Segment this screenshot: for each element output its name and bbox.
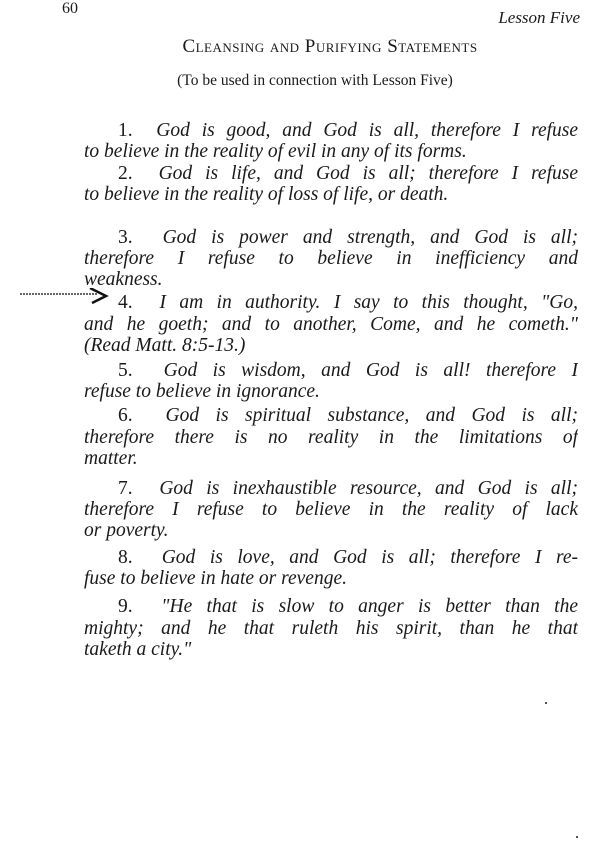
statement-line — [118, 163, 578, 185]
statement-number: 6. — [118, 405, 133, 426]
statement-text: therefore there is no reality in the limitations of — [84, 427, 578, 448]
statement-line — [118, 292, 578, 314]
statement-number: 1. — [118, 120, 133, 141]
statement-line — [84, 448, 138, 470]
statement-text: mighty; and he that ruleth his spirit, than he that — [84, 618, 578, 639]
statement-number: 8. — [118, 547, 133, 568]
statement-number: 9. — [118, 596, 133, 617]
subtitle: (To be used in connection with Lesson Five) — [177, 72, 453, 89]
statement-line — [84, 568, 347, 590]
statement-line — [84, 427, 578, 449]
statement-line — [84, 618, 578, 640]
statement-line — [84, 520, 168, 542]
statement-line — [84, 381, 320, 403]
scan-speck — [576, 836, 578, 838]
statement-line — [118, 120, 578, 142]
statement-text: therefore I refuse to believe in the reality of lack — [84, 499, 578, 520]
statement-line — [118, 227, 578, 249]
statement-text: therefore I refuse to believe in inefficiency and — [84, 248, 578, 269]
statement-text: fuse to believe in hate or revenge. — [84, 568, 347, 589]
statement-text: and he goeth; and to another, Come, and he cometh." — [84, 314, 578, 335]
statement-text: God is inexhaustible resource, and God is all; — [159, 478, 578, 499]
page-title: Cleansing and Purifying Statements — [182, 36, 478, 57]
statement-number: 2. — [118, 163, 133, 184]
statement-line — [118, 405, 578, 427]
statement-line — [84, 335, 245, 357]
statement-line — [84, 314, 578, 336]
statement-text: "He that is slow to anger is better than the — [161, 596, 578, 617]
statement-text: God is spiritual substance, and God is all; — [165, 405, 578, 426]
statement-text: to believe in the reality of loss of life, or death. — [84, 184, 449, 205]
statement-line — [118, 478, 578, 500]
statement-text: God is life, and God is all; therefore I refuse — [158, 163, 578, 184]
statement-line — [118, 360, 578, 382]
statement-number: 7. — [118, 478, 133, 499]
statement-text: God is wisdom, and God is all! therefore I — [163, 360, 578, 381]
statement-text: taketh a city." — [84, 639, 192, 660]
statement-line — [84, 248, 578, 270]
running-head: Lesson Five — [498, 8, 580, 27]
statement-number: 4. — [118, 292, 133, 313]
statement-text: God is love, and God is all; therefore I re- — [161, 547, 578, 568]
statement-text: to believe in the reality of evil in any of its forms. — [84, 141, 467, 162]
statement-text: refuse to believe in ignorance. — [84, 381, 320, 402]
statement-text: I am in authority. I say to this thought, "Go, — [159, 292, 578, 313]
handwritten-arrow-mark — [20, 288, 110, 304]
statement-line — [84, 499, 578, 521]
statement-line — [84, 141, 467, 163]
statement-text: God is power and strength, and God is all; — [162, 227, 578, 248]
statement-number: 5. — [118, 360, 133, 381]
statement-line — [118, 596, 578, 618]
statement-text: (Read Matt. 8:5-13.) — [84, 335, 246, 356]
page-number: 60 — [62, 0, 78, 17]
statement-text: or poverty. — [84, 520, 169, 541]
statement-text: God is good, and God is all, therefore I refuse — [156, 120, 578, 141]
statement-text: weakness. — [84, 269, 163, 290]
statement-number: 3. — [118, 227, 133, 248]
statement-line — [84, 639, 191, 661]
statement-text: matter. — [84, 448, 138, 469]
statement-line — [84, 184, 448, 206]
statement-line — [118, 547, 578, 569]
scan-speck — [545, 702, 547, 704]
